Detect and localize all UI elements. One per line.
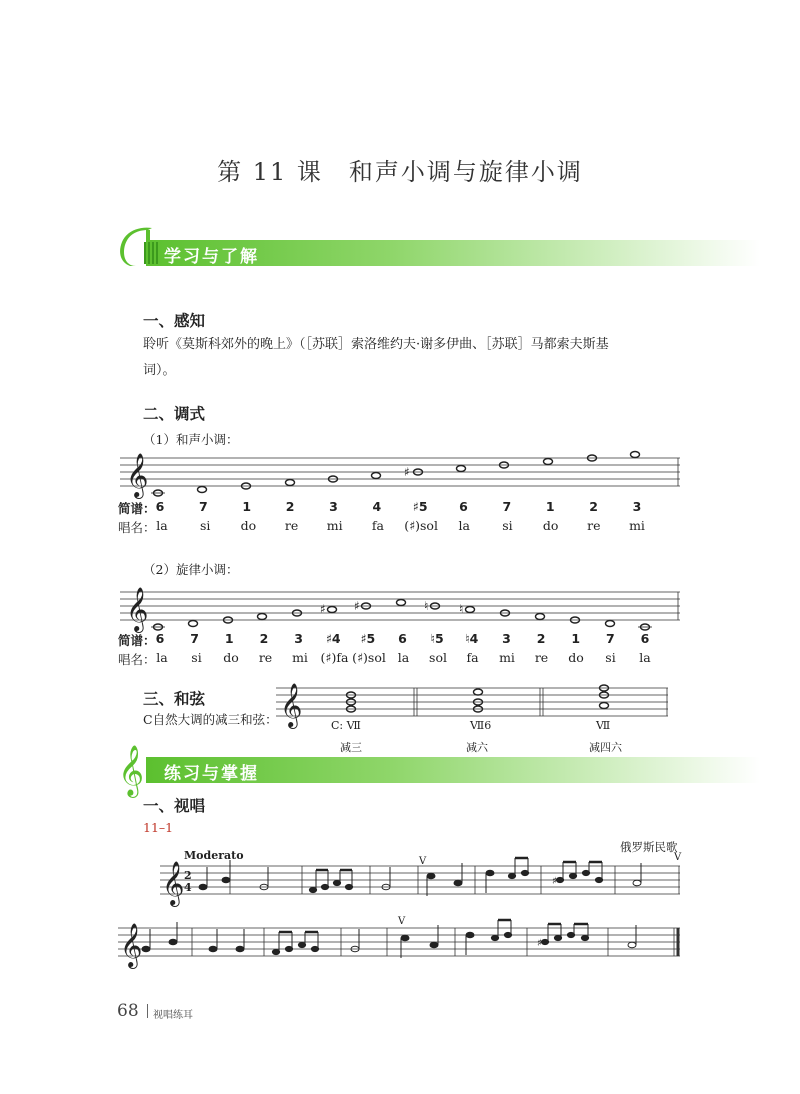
treble-clef-icon: 𝄞 bbox=[126, 453, 149, 497]
jianpu-note: 1 bbox=[224, 631, 234, 646]
treble-clef-icon: 𝄞 bbox=[280, 683, 303, 727]
solfa-syllable: re bbox=[284, 518, 299, 533]
jianpu-note: 6 bbox=[155, 631, 165, 646]
banner-label: 学习与了解 bbox=[164, 247, 259, 267]
solfa-syllable: sol bbox=[429, 650, 447, 665]
exercise-number: 11–1 bbox=[143, 820, 174, 835]
footer-book-title: 视唱练耳 bbox=[153, 1010, 193, 1021]
solfa-syllable: fa bbox=[466, 650, 479, 665]
solfa-syllable: la bbox=[156, 650, 168, 665]
jianpu-note: ♯5 bbox=[360, 631, 376, 646]
solfa-syllable: si bbox=[605, 650, 616, 665]
solfa-syllable: fa bbox=[371, 518, 384, 533]
jianpu-note: ♯5 bbox=[412, 499, 428, 514]
jianpu-note: 1 bbox=[571, 631, 581, 646]
svg-text:V: V bbox=[398, 916, 406, 927]
svg-text:𝄞: 𝄞 bbox=[118, 745, 145, 796]
jianpu-note: 2 bbox=[589, 499, 598, 514]
perception-text-line1: 聆听《莫斯科郊外的晚上》（［苏联］索洛维约夫·谢多伊曲、［苏联］马都索夫斯基 bbox=[143, 337, 609, 352]
jianpu-note: 6 bbox=[640, 631, 650, 646]
jianpu-note: 6 bbox=[155, 499, 165, 514]
solfa-syllable: (♯)fa bbox=[320, 650, 349, 665]
jianpu-note: 2 bbox=[536, 631, 546, 646]
banner-label: 练习与掌握 bbox=[164, 764, 259, 784]
heading-perception: 一、感知 bbox=[143, 312, 206, 330]
jianpu-note: ♯4 bbox=[325, 631, 341, 646]
solfa-syllable: la bbox=[639, 650, 651, 665]
svg-text:♯: ♯ bbox=[537, 938, 542, 949]
jianpu-note: 3 bbox=[632, 499, 642, 514]
harmonic-solfa-row bbox=[0, 518, 800, 536]
jianpu-note: 3 bbox=[502, 631, 511, 646]
chord-symbol-2: Ⅶ6 bbox=[470, 719, 492, 732]
solfa-syllable: re bbox=[587, 518, 601, 533]
solfa-syllable: mi bbox=[326, 518, 343, 533]
exercise-staff-2 bbox=[118, 916, 685, 968]
heading-chords: 三、和弦 bbox=[143, 690, 206, 708]
svg-text:V: V bbox=[674, 852, 682, 863]
jianpu-note: 7 bbox=[199, 499, 208, 514]
jianpu-note: 3 bbox=[294, 631, 303, 646]
chord-name-2: 减六 bbox=[466, 741, 488, 754]
svg-text:♯: ♯ bbox=[320, 602, 326, 616]
harmonic-jianpu-row bbox=[0, 499, 800, 517]
footer-separator bbox=[147, 1004, 148, 1018]
jianpu-note: 4 bbox=[372, 499, 382, 514]
svg-text:♯: ♯ bbox=[552, 876, 557, 887]
svg-text:♯: ♯ bbox=[354, 599, 360, 613]
melodic-minor-staff bbox=[120, 586, 690, 634]
heading-sight-singing: 一、视唱 bbox=[143, 797, 206, 815]
solfa-syllable: re bbox=[258, 650, 273, 665]
chord-name-3: 减四六 bbox=[589, 741, 622, 754]
solfa-syllable: do bbox=[542, 518, 559, 533]
solfa-syllable: mi bbox=[499, 650, 515, 665]
lesson-title: 第 11 课 和声小调与旋律小调 bbox=[217, 158, 583, 186]
jianpu-note: ♮5 bbox=[430, 631, 444, 646]
solfa-syllable: mi bbox=[629, 518, 645, 533]
section-banner-study bbox=[118, 240, 760, 266]
time-signature-bottom: 4 bbox=[184, 881, 192, 894]
svg-text:V: V bbox=[419, 856, 427, 867]
harmonic-minor-staff bbox=[120, 452, 690, 504]
treble-clef-icon: 𝄞 bbox=[126, 587, 149, 631]
melodic-solfa-row bbox=[0, 650, 800, 668]
svg-text:♯: ♯ bbox=[404, 465, 410, 479]
solfa-syllable: mi bbox=[292, 650, 308, 665]
solfa-syllable: si bbox=[199, 518, 211, 533]
jianpu-note: ♮4 bbox=[465, 631, 479, 646]
solfa-syllable: la bbox=[156, 518, 168, 533]
jianpu-note: 7 bbox=[605, 631, 615, 646]
perception-text-line2: 词）。 bbox=[143, 363, 176, 378]
jianpu-note: 6 bbox=[459, 499, 468, 514]
jianpu-note: 1 bbox=[545, 499, 555, 514]
melodic-jianpu-row bbox=[0, 631, 800, 649]
solfa-syllable: si bbox=[191, 650, 202, 665]
solfa-syllable: (♯)sol bbox=[404, 518, 438, 533]
solfa-syllable: la bbox=[397, 650, 410, 665]
tempo-marking: Moderato bbox=[184, 849, 244, 862]
solfa-syllable: do bbox=[240, 518, 257, 533]
svg-text:♮: ♮ bbox=[424, 599, 429, 613]
solfa-syllable: la bbox=[458, 518, 470, 533]
heading-mode: 二、调式 bbox=[143, 405, 206, 423]
page-number: 68 bbox=[117, 1001, 139, 1021]
jianpu-note: 7 bbox=[502, 499, 512, 514]
jianpu-note: 7 bbox=[190, 631, 199, 646]
harmonic-solfa-label: 唱名： bbox=[118, 520, 156, 535]
solfa-syllable: do bbox=[223, 650, 239, 665]
harmonic-minor-label: （1）和声小调： bbox=[143, 432, 239, 447]
treble-clef-icon: 𝄞 bbox=[120, 923, 143, 967]
chords-description: C自然大调的减三和弦： bbox=[143, 712, 278, 727]
jianpu-note: 1 bbox=[242, 499, 252, 514]
banner-stripes bbox=[144, 242, 158, 264]
solfa-syllable: si bbox=[502, 518, 513, 533]
jianpu-note: 6 bbox=[398, 631, 407, 646]
jianpu-note: 2 bbox=[259, 631, 269, 646]
solfa-syllable: re bbox=[534, 650, 549, 665]
harmonic-jianpu-label: 简谱： bbox=[118, 501, 156, 516]
time-signature-top: 2 bbox=[184, 869, 192, 882]
jianpu-note: 3 bbox=[329, 499, 338, 514]
melodic-jianpu-label: 简谱： bbox=[118, 633, 156, 648]
solfa-syllable: do bbox=[568, 650, 584, 665]
treble-clef-icon: 𝄞 bbox=[162, 861, 185, 905]
melodic-solfa-label: 唱名： bbox=[118, 652, 156, 667]
chord-symbol-3: Ⅶ bbox=[596, 719, 611, 732]
chord-symbol-1: C: Ⅶ bbox=[331, 719, 361, 732]
melodic-minor-label: （2）旋律小调： bbox=[143, 562, 239, 577]
chord-name-1: 减三 bbox=[340, 741, 362, 754]
jianpu-note: 2 bbox=[285, 499, 295, 514]
attribution: 俄罗斯民歌 bbox=[620, 840, 678, 854]
solfa-syllable: (♯)sol bbox=[352, 650, 386, 665]
svg-text:♮: ♮ bbox=[459, 602, 464, 616]
perception-text bbox=[143, 332, 703, 384]
